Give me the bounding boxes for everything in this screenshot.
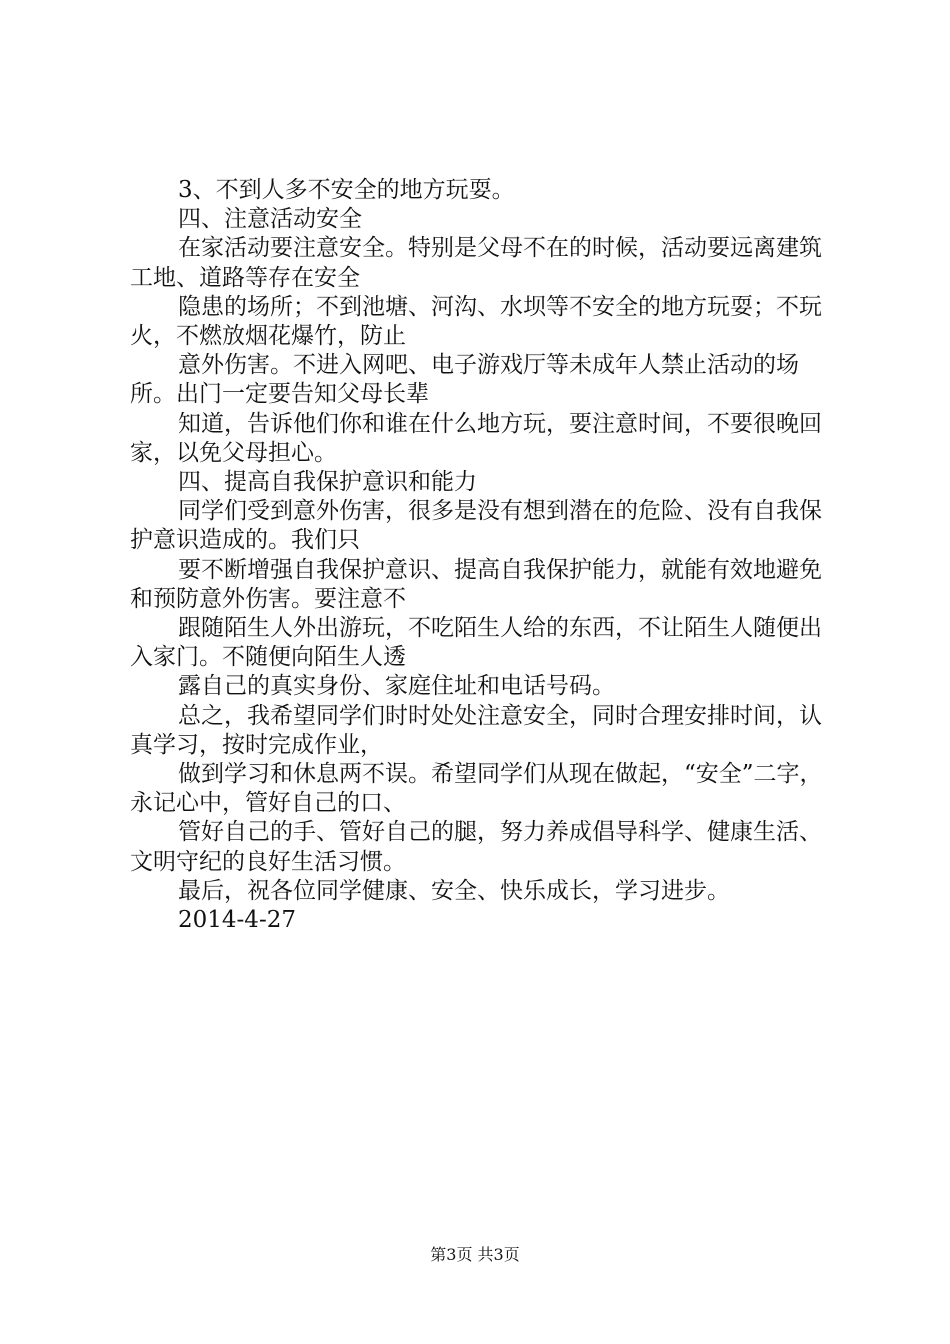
paragraph: 总之，我希望同学们时时处处注意安全，同时合理安排时间，认真学习，按时完成作业， bbox=[130, 702, 822, 758]
paragraph: 跟随陌生人外出游玩，不吃陌生人给的东西，不让陌生人随便出入家门。不随便向陌生人透 bbox=[130, 615, 822, 671]
paragraph: 隐患的场所；不到池塘、河沟、水坝等不安全的地方玩耍；不玩火，不燃放烟花爆竹，防止 bbox=[130, 293, 822, 350]
paragraph: 管好自己的手、管好自己的腿，努力养成倡导科学、健康生活、文明守纪的良好生活习惯。 bbox=[130, 819, 822, 875]
paragraph: 知道，告诉他们你和谁在什么地方玩，要注意时间，不要很晚回家，以免父母担心。 bbox=[130, 410, 822, 466]
paragraph: 同学们受到意外伤害，很多是没有想到潜在的危险、没有自我保护意识造成的。我们只 bbox=[130, 498, 822, 554]
paragraph: 要不断增强自我保护意识、提高自我保护能力，就能有效地避免和预防意外伤害。要注意不 bbox=[130, 556, 822, 612]
paragraph: 在家活动要注意安全。特别是父母不在的时候，活动要远离建筑工地、道路等存在安全 bbox=[130, 235, 822, 291]
paragraph: 3、不到人多不安全的地方玩耍。 bbox=[178, 177, 515, 203]
paragraph: 做到学习和休息两不误。希望同学们从现在做起，“安全”二字，永记心中，管好自己的口、 bbox=[130, 761, 823, 817]
paragraph: 最后，祝各位同学健康、安全、快乐成长，学习进步。 bbox=[178, 877, 730, 904]
page-number-footer: 第3页 共3页 bbox=[430, 1245, 520, 1264]
document-body bbox=[130, 176, 838, 935]
section-heading: 四、注意活动安全 bbox=[178, 206, 362, 233]
section-heading: 四、提高自我保护意识和能力 bbox=[178, 469, 477, 496]
paragraph: 意外伤害。不进入网吧、电子游戏厅等未成年人禁止活动的场所。出门一定要告知父母长辈 bbox=[130, 352, 799, 408]
paragraph: 露自己的真实身份、家庭住址和电话号码。 bbox=[178, 673, 615, 700]
document-date: 2014-4-27 bbox=[178, 907, 296, 934]
